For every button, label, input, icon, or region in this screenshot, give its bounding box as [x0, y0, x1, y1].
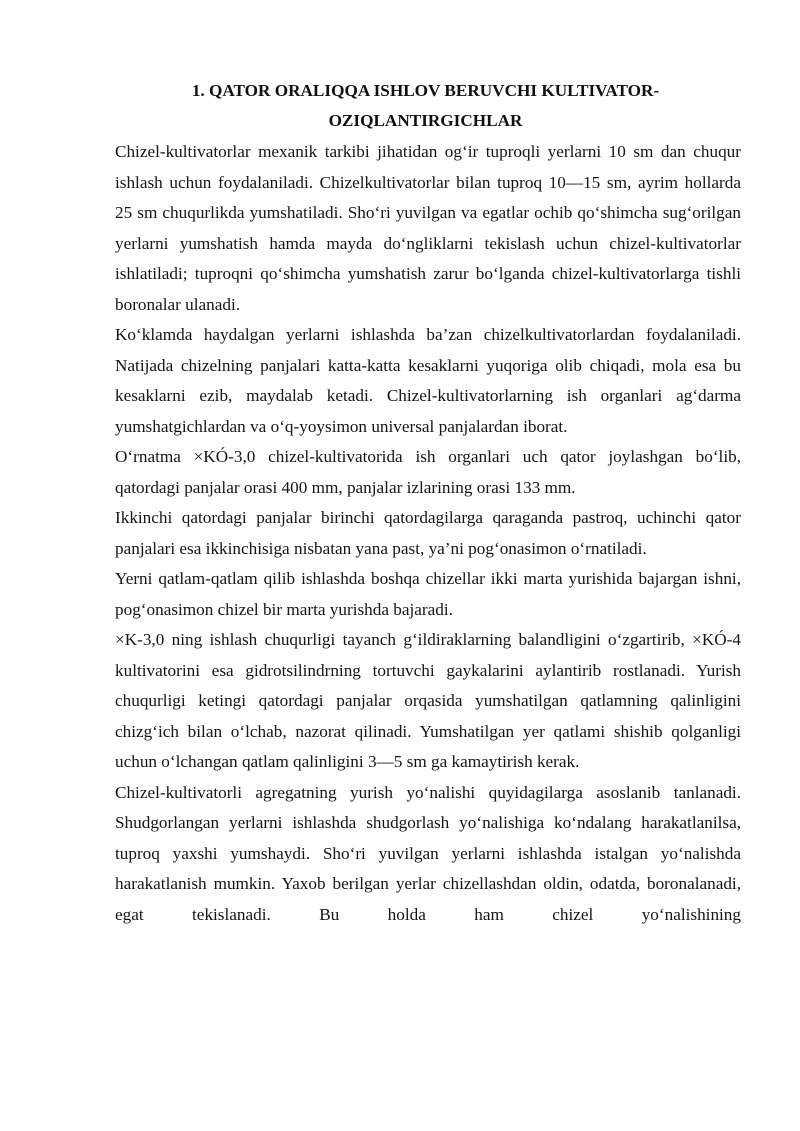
- paragraph-second-row: Ikkinchi qatordagi panjalar birinchi qatordagilarga qaraganda pastroq, uchinchi qator panjalari esa ikkinchisiga nisbatan yana past, ya’ni pog‘onasimon o‘rnatiladi.: [115, 508, 741, 558]
- document-title-line-2: OZIQLANTIRGICHLAR: [328, 111, 523, 130]
- paragraph-layered-work: Yerni qatlam-qatlam qilib ishlashda boshqa chizellar ikki marta yurishida bajargan ishni, pog‘onasimon chizel bir marta yurishda bajaradi.: [115, 569, 741, 619]
- document-title-line-1: 1. QATOR ORALIQQA ISHLOV BERUVCHI KULTIVATOR-: [191, 81, 660, 100]
- paragraph-mounted-cultivator: O‘rnatma ×KÓ-3,0 chizel-kultivatorida ish organlari uch qator joylashgan bo‘lib, qatordagi panjalar orasi 400 mm, panjalar izlarining orasi 133 mm.: [115, 447, 741, 497]
- paragraph-chizel-usage: Chizel-kultivatorlar mexanik tarkibi jihatidan og‘ir tuproqli yerlarni 10 sm dan chuqur ishlash uchun foydalaniladi. Chizelkultivatorlar bilan tuproq 10—15 sm, ayrim hollarda 25 sm chuqurlikda yumshatiladi. Sho‘ri yuvilgan va egatlar ochib qo‘shimcha sug‘orilgan yerlarni yumshatish hamda mayda do‘ngliklarni tekislash uchun chizel-kultivatorlar ishlatiladi; tuproqni qo‘shimcha yumshatish zarur bo‘lganda chizel-kultivatorlarga tishli boronalar ulanadi.: [115, 142, 741, 314]
- document-body: [115, 137, 741, 930]
- paragraph-spring-plowing: Ko‘klamda haydalgan yerlarni ishlashda ba’zan chizelkultivatorlardan foydalaniladi. Natijada chizelning panjalari katta-katta kesaklarni yuqoriga olib chiqadi, mola esa bu kesaklarni ezib, maydalab ketadi. Chizel-kultivatorlarning ish organlari ag‘darma yumshatgichlardan va o‘q-yoysimon universal panjalardan iborat.: [115, 325, 741, 436]
- paragraph-travel-direction: Chizel-kultivatorli agregatning yurish yo‘nalishi quyidagilarga asoslanib tanlanadi. Shudgorlangan yerlarni ishlashda shudgorlash yo‘nalishiga ko‘ndalang harakatlanilsa, tuproq yaxshi yumshaydi. Sho‘ri yuvilgan yerlarni ishlashda istalgan yo‘nalishda harakatlanish mumkin. Yaxob berilgan yerlar chizellashdan oldin, odatda, boronalanadi, egat tekislanadi. Bu holda ham chizel yo‘nalishining: [115, 782, 741, 924]
- paragraph-depth-adjustment: ×K-3,0 ning ishlash chuqurligi tayanch g‘ildiraklarning balandligini o‘zgartirib, ×KÓ-4 kultivatorini esa gidrotsilindrning tortuvchi gaykalarini aylantirib rostlanadi. Yurish chuqurligi ketingi qatordagi panjalar orqasida yumshatilgan qatlamning qalinligini chizg‘ich bilan o‘lchab, nazorat qilinadi. Yumshatilgan yer qatlami shishib qolganligi uchun o‘lchangan qatlam qalinligini 3—5 sm ga kamaytirish kerak.: [115, 630, 741, 771]
